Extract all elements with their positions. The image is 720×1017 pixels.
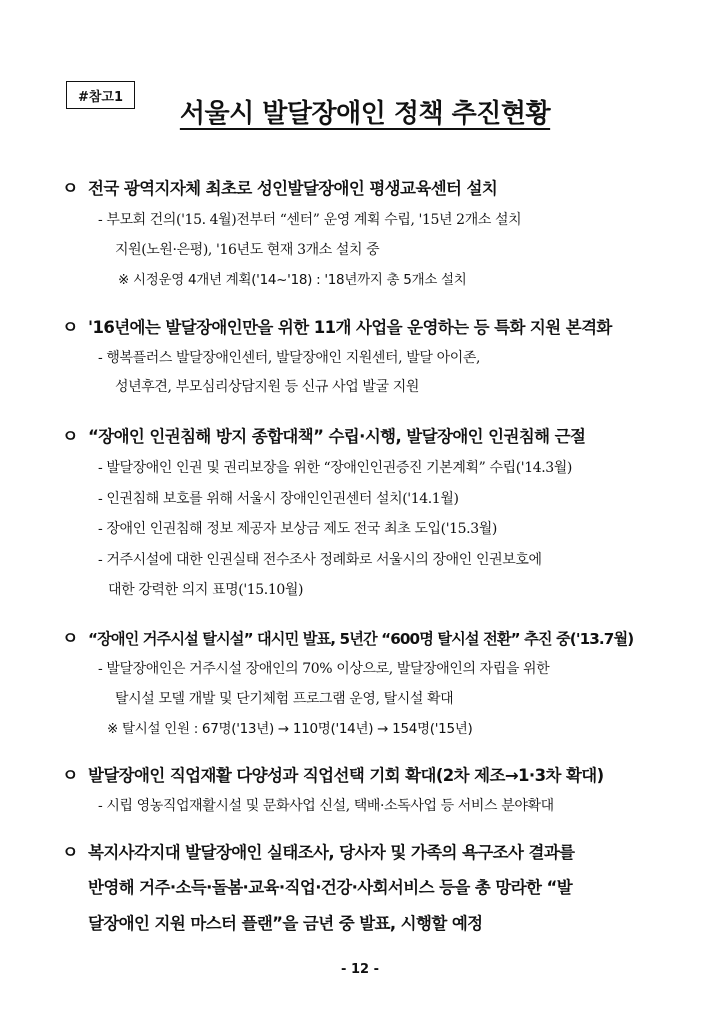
section-heading-line: 달장애인 지원 마스터 플랜”을 금년 중 발표, 시행할 예정 (88, 914, 483, 933)
sub-item: - 발달장애인은 거주시설 장애인의 70% 이상으로, 발달장애인의 자립을 위한 (98, 661, 550, 677)
sub-item: - 부모회 건의('15. 4월)전부터 “센터” 운영 계획 수립, '15년 2개소 설치 (98, 212, 522, 228)
section-heading: “장애인 인권침해 방지 종합대책” 수립·시행, 발달장애인 인권침해 근절 (88, 427, 586, 446)
sub-item-continued: 지원(노원·은평), '16년도 현재 3개소 설치 중 (115, 242, 380, 258)
bullet-icon: ㅇ (62, 843, 79, 863)
reference-tag: #참고1 (66, 81, 135, 109)
bullet-icon: ㅇ (62, 427, 79, 447)
sub-item-continued: 성년후견, 부모심리상담지원 등 신규 사업 발굴 지원 (115, 379, 419, 395)
section-heading: 전국 광역지자체 최초로 성인발달장애인 평생교육센터 설치 (88, 179, 498, 198)
sub-item: - 거주시설에 대한 인권실태 전수조사 정례화로 서울시의 장애인 인권보호에 (98, 552, 542, 568)
note: ※ 시정운영 4개년 계획('14~'18) : '18년까지 총 5개소 설치 (118, 272, 467, 288)
page-title: 서울시 발달장애인 정책 추진현황 (179, 99, 551, 129)
section-heading: “장애인 거주시설 탈시설” 대시민 발표, 5년간 “600명 탈시설 전환” 추진 중('13.7월) (88, 630, 634, 648)
section-4 (62, 624, 680, 649)
bullet-icon: ㅇ (62, 766, 79, 786)
bullet-icon: ㅇ (62, 318, 79, 338)
sub-item: - 발달장애인 인권 및 권리보장을 위한 “장애인인권증진 기본계획” 수립('14.3월) (98, 460, 572, 476)
section-3 (62, 422, 680, 447)
section-1 (62, 174, 680, 199)
section-heading: 발달장애인 직업재활 다양성과 직업선택 기회 확대(2차 제조→1·3차 확대) (88, 766, 604, 785)
sub-item-continued: 탈시설 모델 개발 및 단기체험 프로그램 운영, 탈시설 확대 (115, 691, 454, 707)
section-heading: '16년에는 발달장애인만을 위한 11개 사업을 운영하는 등 특화 지원 본격화 (88, 318, 612, 337)
page-number: - 12 - (341, 962, 379, 977)
bullet-icon: ㅇ (62, 629, 79, 649)
sub-item: - 시립 영농직업재활시설 및 문화사업 신설, 택배·소독사업 등 서비스 분야확대 (98, 798, 554, 814)
sub-item: - 장애인 인권침해 정보 제공자 보상금 제도 전국 최초 도입('15.3월) (98, 521, 497, 537)
sub-item-continued: 대한 강력한 의지 표명('15.10월) (108, 582, 304, 598)
section-5 (62, 761, 680, 786)
section-6 (62, 838, 680, 863)
sub-item: - 인권침해 보호를 위해 서울시 장애인인권센터 설치('14.1월) (98, 491, 459, 507)
bullet-icon: ㅇ (62, 179, 79, 199)
section-heading-line: 반영해 거주·소득·돌봄·교육·직업·건강·사회서비스 등을 총 망라한 “발 (88, 878, 573, 897)
note: ※ 탈시설 인원 : 67명('13년) → 110명('14년) → 154명('15년) (107, 721, 473, 737)
section-heading-line: 복지사각지대 발달장애인 실태조사, 당사자 및 가족의 욕구조사 결과를 (88, 843, 575, 862)
section-2 (62, 313, 680, 338)
sub-item: - 행복플러스 발달장애인센터, 발달장애인 지원센터, 발달 아이존, (98, 350, 481, 366)
